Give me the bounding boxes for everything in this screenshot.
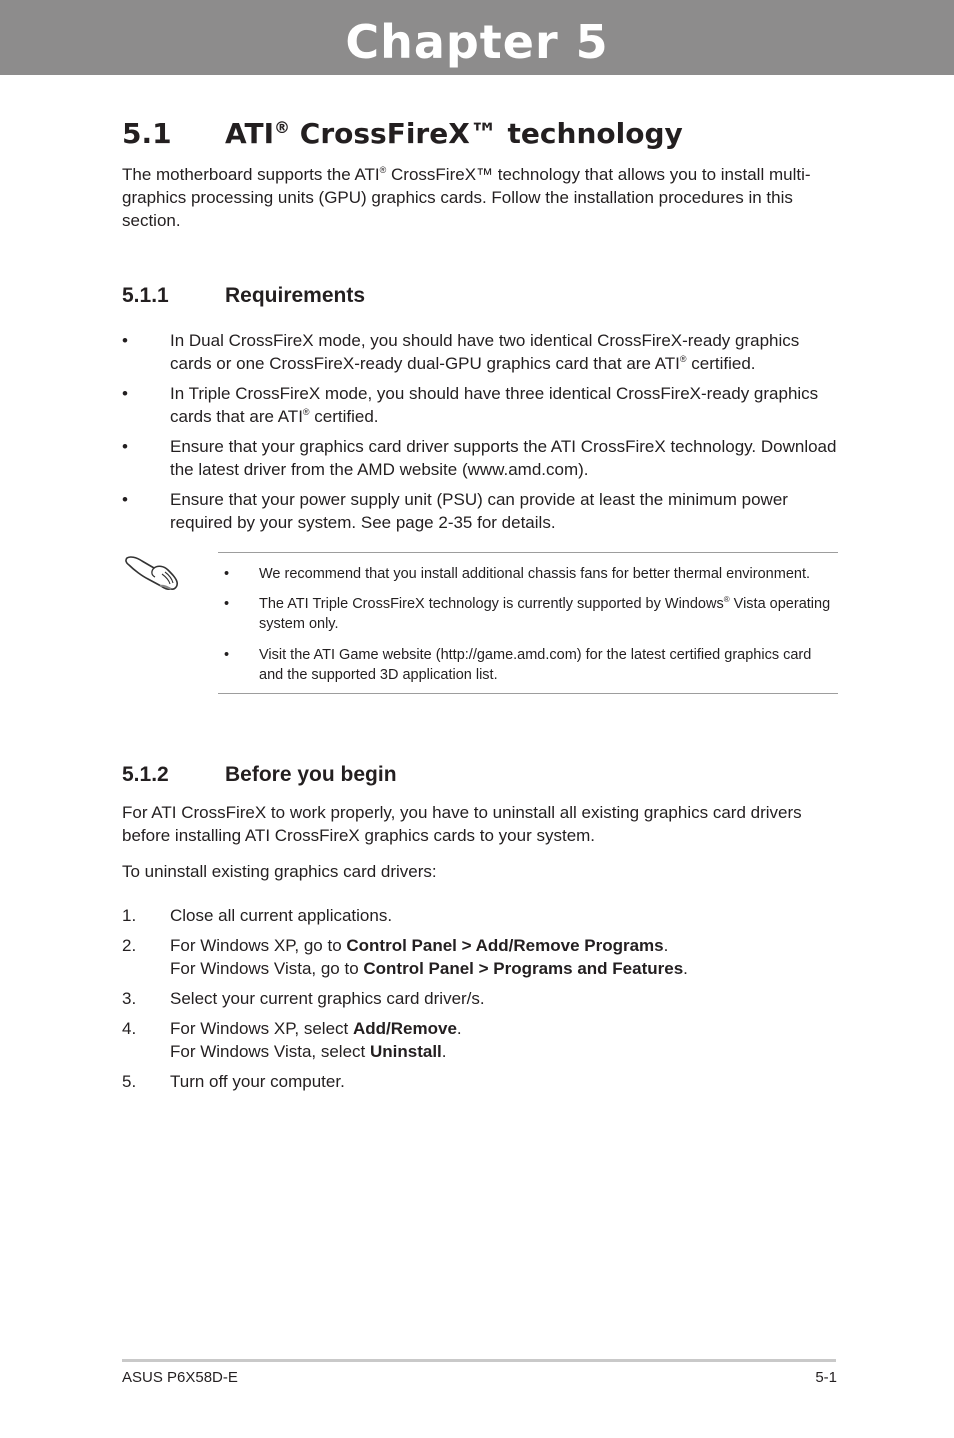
footer-product-name: ASUS P6X58D-E (122, 1369, 238, 1386)
step-menu-path: Add/Remove (352, 1019, 457, 1038)
step-text: Close all current applications. (170, 906, 393, 925)
requirement-item (122, 435, 838, 481)
step-item (122, 934, 838, 980)
requirement-item (122, 329, 838, 375)
bullet: • (224, 647, 230, 663)
intro-text-1: The motherboard supports the ATI (122, 165, 380, 184)
note-text-end: Vista operating system only. (259, 596, 831, 632)
step-text: For Windows XP, select (170, 1019, 353, 1038)
step-text: For Windows XP, go to (170, 936, 347, 955)
requirement-item (122, 382, 838, 428)
before-title: Before you begin (225, 763, 397, 786)
note-item (224, 564, 838, 584)
requirements-title: Requirements (225, 284, 366, 307)
step-number: 4. (122, 1019, 137, 1038)
step-item (122, 1070, 838, 1093)
step-item (122, 1017, 838, 1063)
step-text: For Windows Vista, select (170, 1042, 370, 1061)
step-menu-path: Uninstall (369, 1042, 442, 1061)
requirement-text: Ensure that your graphics card driver supports the ATI CrossFireX technology. Download the latest driver from the AMD website (www.amd.com). (170, 437, 837, 479)
before-subheading: To uninstall existing graphics card drivers: (122, 862, 437, 881)
step-text: Select your current graphics card driver/s. (170, 989, 485, 1008)
requirement-text: Ensure that your power supply unit (PSU) can provide at least the minimum power required by your system. See page 2-35 for details. (170, 490, 788, 532)
step-menu-path: Control Panel > Programs and Features (363, 959, 684, 978)
hand-pointer-icon (124, 552, 182, 594)
reg-mark: ® (723, 595, 730, 604)
requirements-number: 5.1.1 (122, 284, 169, 307)
before-heading (122, 761, 397, 789)
step-text: Turn off your computer. (170, 1072, 345, 1091)
footer-page-number: 5-1 (815, 1369, 837, 1386)
note-text: Visit the ATI Game website (http://game.amd.com) for the latest certified graphics card and the supported 3D application list. (259, 647, 812, 683)
section-intro (122, 163, 832, 232)
step-number: 3. (122, 989, 137, 1008)
step-number: 5. (122, 1072, 137, 1091)
section-title-rest: CrossFireX™ technology (290, 117, 683, 150)
step-item (122, 987, 838, 1010)
before-paragraph: For ATI CrossFireX to work properly, you have to uninstall all existing graphics card drivers before installing ATI CrossFireX graphics cards to your system. (122, 803, 802, 845)
before-number: 5.1.2 (122, 763, 169, 786)
bullet: • (122, 490, 128, 509)
bullet: • (122, 331, 128, 350)
footer-rule (122, 1359, 836, 1362)
section-number: 5.1 (122, 117, 172, 150)
bullet: • (224, 566, 230, 582)
intro-text-2: CrossFireX™ technology that allows you to install multi-graphics processing units (GPU) graphics cards. Follow the installation procedures in this section. (122, 165, 811, 230)
chapter-title: Chapter 5 (345, 15, 609, 69)
note-text: We recommend that you install additional chassis fans for better thermal environment. (259, 566, 810, 582)
requirement-text: In Dual CrossFireX mode, you should have two identical CrossFireX-ready graphics cards or one CrossFireX-ready dual-GPU graphics card that are ATI (170, 331, 800, 373)
note-item (224, 594, 838, 634)
note-item (224, 645, 838, 685)
requirement-item (122, 488, 838, 534)
step-number: 2. (122, 936, 137, 955)
step-text-end: . (663, 936, 669, 955)
step-menu-path: Control Panel > Add/Remove Programs (346, 936, 664, 955)
requirement-text-end: certified. (309, 407, 379, 426)
bullet: • (122, 384, 128, 403)
requirement-text-end: certified. (686, 354, 756, 373)
intro-reg: ® (379, 165, 387, 175)
note-text: The ATI Triple CrossFireX technology is currently supported by Windows (259, 596, 724, 612)
step-text-end: . (683, 959, 688, 978)
requirement-text: In Triple CrossFireX mode, you should have three identical CrossFireX-ready graphics cards that are ATI (170, 384, 819, 426)
requirements-heading (122, 282, 365, 310)
section-title-reg: ® (274, 118, 291, 137)
reg-mark: ® (302, 407, 310, 417)
bullet: • (122, 437, 128, 456)
bullet: • (224, 596, 230, 612)
section-title-ati: ATI (225, 117, 275, 150)
note-top-rule (218, 552, 838, 553)
step-number: 1. (122, 906, 137, 925)
step-text-end: . (441, 1042, 447, 1061)
reg-mark: ® (679, 354, 687, 364)
section-heading (122, 114, 683, 154)
note-bottom-rule (218, 693, 838, 694)
step-text: For Windows Vista, go to (170, 959, 364, 978)
step-text-end: . (456, 1019, 462, 1038)
step-item (122, 904, 838, 927)
